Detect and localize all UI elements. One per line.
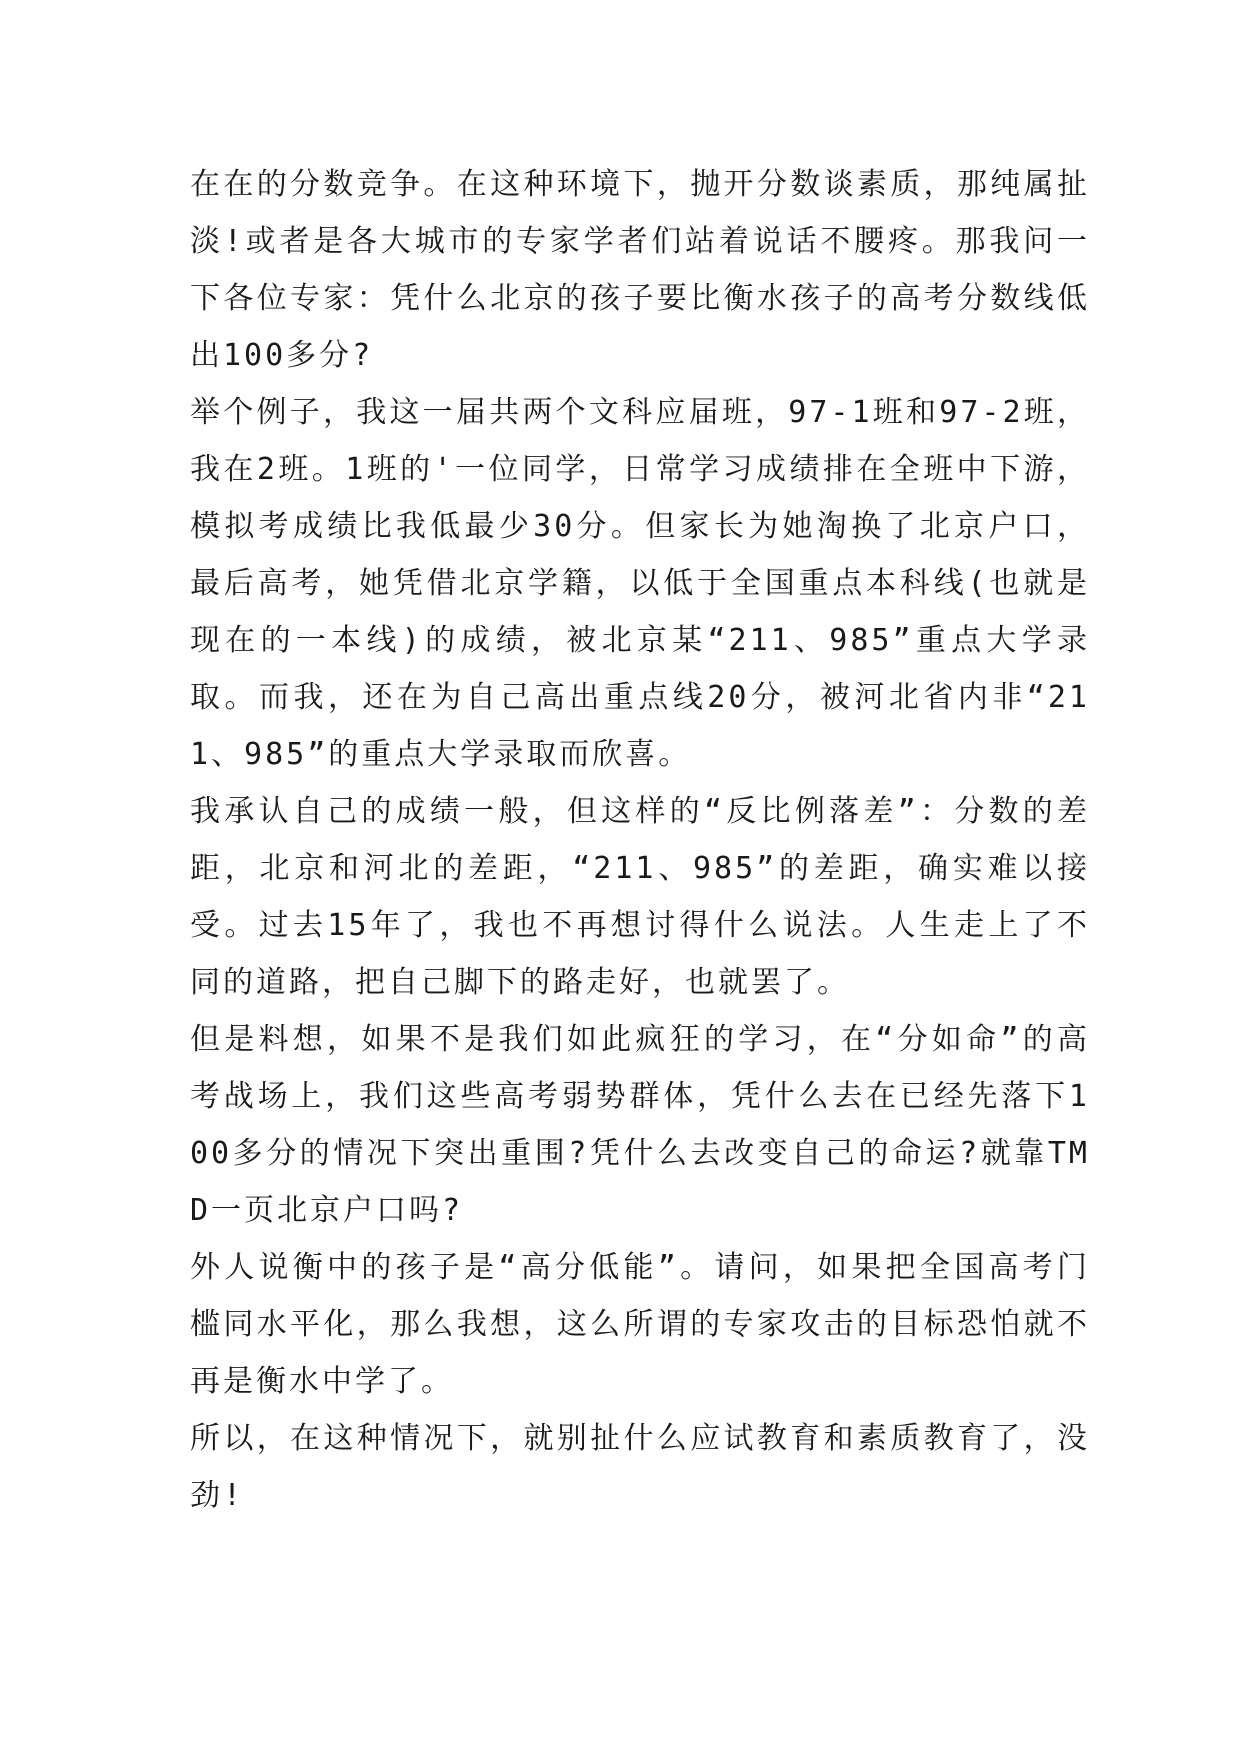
paragraph: 所以，在这种情况下，就别扯什么应试教育和素质教育了，没劲! xyxy=(190,1421,1090,1513)
paragraph: 我承认自己的成绩一般，但这样的“反比例落差”：分数的差距，北京和河北的差距，“211、985”的差距，确实难以接受。过去15年了，我也不再想讨得什么说法。人生走上了不同的道路，把自己脚下的路走好，也就罢了。 xyxy=(190,794,1090,1000)
paragraph: 举个例子，我这一届共两个文科应届班，97-1班和97-2班，我在2班。1班的'一位同学，日常学习成绩排在全班中下游，模拟考成绩比我低最少30分。但家长为她淘换了北京户口，最后高考，她凭借北京学籍，以低于全国重点本科线(也就是现在的一本线)的成绩，被北京某“211、985”重点大学录取。而我，还在为自己高出重点线20分，被河北省内非“211、985”的重点大学录取而欣喜。 xyxy=(190,395,1090,772)
paragraph: 但是料想，如果不是我们如此疯狂的学习，在“分如命”的高考战场上，我们这些高考弱势群体，凭什么去在已经先落下100多分的情况下突出重围?凭什么去改变自己的命运?就靠TMD一页北京户口吗? xyxy=(190,1022,1090,1228)
document-body xyxy=(190,156,1090,1524)
paragraph: 在在的分数竞争。在这种环境下，抛开分数谈素质，那纯属扯淡!或者是各大城市的专家学者们站着说话不腰疼。那我问一下各位专家：凭什么北京的孩子要比衡水孩子的高考分数线低出100多分? xyxy=(190,167,1090,373)
paragraph: 外人说衡中的孩子是“高分低能”。请问，如果把全国高考门槛同水平化，那么我想，这么所谓的专家攻击的目标恐怕就不再是衡水中学了。 xyxy=(190,1250,1090,1399)
